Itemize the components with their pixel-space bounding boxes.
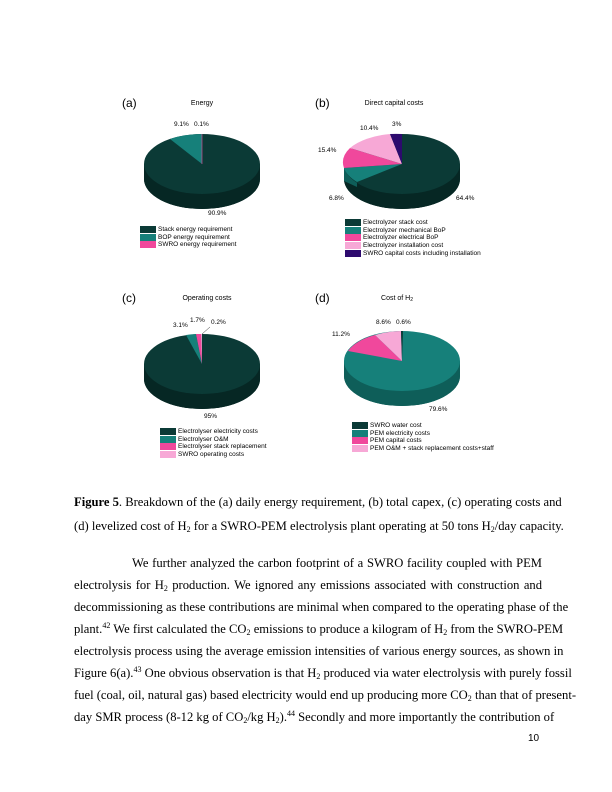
body-line	[74, 684, 577, 706]
subscript: 2	[490, 525, 495, 534]
pct-label: 15.4%	[318, 147, 337, 154]
legend-item	[345, 242, 481, 250]
legend-item	[140, 241, 236, 249]
swatch	[140, 241, 156, 248]
caption-text: (d) levelized cost of H	[74, 519, 187, 533]
legend-label: PEM capital costs	[370, 437, 422, 445]
body-line	[74, 706, 555, 728]
legend-label: Stack energy requirement	[158, 226, 233, 234]
subscript: 2	[275, 716, 280, 725]
body-line	[74, 618, 564, 640]
page-number: 10	[528, 733, 540, 744]
legend-item	[140, 226, 236, 234]
text: produced via water electrolysis with purely fossil	[320, 666, 572, 680]
legend-item	[352, 430, 494, 438]
panel-letter: (d)	[315, 291, 330, 305]
subscript: 2	[163, 584, 168, 593]
pct-label: 95%	[204, 413, 218, 420]
text: /kg H	[247, 710, 276, 724]
panel-letter: (a)	[122, 96, 137, 110]
panel-letter: (b)	[315, 96, 330, 110]
text: One obvious observation is that H	[141, 666, 317, 680]
text: plant.	[74, 622, 103, 636]
panel-title: Operating costs	[182, 295, 232, 302]
legend-item	[160, 451, 267, 459]
panel-letter: (c)	[122, 291, 136, 305]
legend-label: PEM O&M + stack replacement costs+staff	[370, 445, 494, 453]
text: Secondly and more importantly the contribution of	[295, 710, 555, 724]
swatch	[345, 242, 361, 249]
legend-item	[352, 437, 494, 445]
legend-label: Electrolyser electricity costs	[178, 428, 258, 436]
pie-chart-energy	[110, 112, 290, 232]
legend-label: PEM electricity costs	[370, 429, 430, 437]
swatch	[345, 250, 361, 257]
legend-item	[345, 219, 481, 227]
legend	[140, 226, 236, 249]
swatch	[160, 443, 176, 450]
legend-item	[352, 445, 494, 453]
body-line	[74, 596, 569, 618]
pct-label: 0.1%	[194, 121, 209, 128]
swatch	[140, 226, 156, 233]
caption-line-2	[74, 514, 564, 538]
legend-label: SWRO water cost	[370, 422, 422, 430]
subscript: 2	[243, 716, 248, 725]
legend-label: SWRO operating costs	[178, 451, 245, 459]
subscript: 2	[467, 694, 472, 703]
swatch	[160, 451, 176, 458]
text: day SMR process (8-12 kg of CO	[74, 710, 244, 724]
swatch	[352, 430, 368, 437]
subscript: 2	[316, 672, 321, 681]
legend-item	[345, 249, 481, 257]
text: decommissioning as these contributions are minimal when compared to the operating phase of the	[74, 600, 569, 614]
pct-label: 0.6%	[396, 319, 411, 326]
swatch	[352, 437, 368, 444]
swatch	[140, 234, 156, 241]
caption-text: /day capacity.	[494, 519, 564, 533]
subscript: 2	[246, 628, 251, 637]
figure-panel-a	[110, 92, 290, 262]
pie-chart-operating-costs	[110, 307, 300, 427]
pct-label: 11.2%	[332, 331, 350, 338]
legend-label: Electrolyzer installation cost	[363, 242, 444, 250]
caption-line-1	[74, 490, 562, 514]
citation-ref: 43	[133, 665, 142, 674]
body-line	[74, 640, 564, 662]
legend-label: Electrolyzer electrical BoP	[363, 234, 439, 242]
text: production. We ignored any emissions associated with construction and	[167, 578, 543, 592]
legend-label: Electrolyser stack replacement	[178, 443, 267, 451]
legend-label: SWRO energy requirement	[158, 241, 237, 249]
pct-label: 3%	[392, 121, 402, 128]
text: ).	[279, 710, 287, 724]
swatch	[160, 436, 176, 443]
body-line	[74, 662, 572, 684]
text: We further analyzed the carbon footprint of a SWRO facility coupled with PEM	[132, 556, 542, 570]
figure-panel-c	[110, 287, 300, 472]
panel-title: Direct capital costs	[364, 100, 424, 107]
figure-label: Figure 5	[74, 495, 119, 509]
pct-label: 79.6%	[429, 406, 448, 413]
figure-caption	[74, 490, 564, 538]
legend	[345, 219, 481, 257]
legend-item	[160, 443, 267, 451]
citation-ref: 42	[102, 621, 111, 630]
panel-title	[317, 295, 477, 302]
legend-label: SWRO capital costs including installation	[363, 249, 481, 257]
pct-label: 6.8%	[329, 195, 344, 202]
pct-label: 1.7%	[190, 317, 205, 324]
legend-item	[352, 422, 494, 430]
swatch	[352, 445, 368, 452]
legend-item	[345, 227, 481, 235]
citation-ref: 44	[287, 709, 295, 718]
pct-label: 10.4%	[360, 125, 379, 132]
text: electrolysis process using the average emission intensities of various energy sources, as shown in	[74, 644, 564, 658]
pie-chart-direct-capital-costs	[300, 112, 500, 232]
caption-text: for a SWRO-PEM electrolysis plant operating at 50 tons H	[190, 519, 491, 533]
text: Figure 6(a).	[74, 666, 134, 680]
pct-label: 90.9%	[208, 210, 227, 217]
swatch	[345, 219, 361, 226]
legend-item	[345, 234, 481, 242]
panel-title: Energy	[190, 100, 214, 107]
pct-label: 9.1%	[174, 121, 189, 128]
legend-label: Electrolyzer stack cost	[363, 219, 428, 227]
subscript: 2	[186, 525, 191, 534]
legend-item	[160, 428, 267, 436]
pct-label: 8.6%	[376, 319, 391, 326]
legend-label: Electrolyzer mechanical BoP	[363, 226, 446, 234]
text: than that of present-	[471, 688, 577, 702]
text: fuel (coal, oil, natural gas) based electricity would end up producing more CO	[74, 688, 468, 702]
legend-label: BOP energy requirement	[158, 233, 230, 241]
subscript: 2	[443, 628, 448, 637]
swatch	[160, 428, 176, 435]
legend-label: Electrolyser O&M	[178, 435, 229, 443]
pct-label: 64.4%	[456, 195, 475, 202]
legend-item	[160, 436, 267, 444]
swatch	[345, 227, 361, 234]
body-paragraph	[74, 552, 577, 728]
swatch	[345, 234, 361, 241]
pct-label: 3.1%	[173, 322, 188, 329]
pct-label: 0.2%	[211, 319, 226, 326]
legend	[352, 422, 494, 452]
figure-panel-b	[300, 92, 510, 272]
swatch	[352, 422, 368, 429]
caption-text: . Breakdown of the (a) daily energy requirement, (b) total capex, (c) operating costs and	[118, 495, 562, 509]
legend	[160, 428, 267, 458]
figure-panel-d	[300, 287, 520, 467]
text: from the SWRO-PEM	[447, 622, 564, 636]
panel-title-text: Cost of H	[381, 295, 411, 302]
text: electrolysis for H	[74, 578, 164, 592]
text: emissions to produce a kilogram of H	[250, 622, 444, 636]
body-line	[74, 552, 542, 574]
text: We first calculated the CO	[110, 622, 247, 636]
legend-item	[140, 234, 236, 242]
body-line	[74, 574, 542, 596]
panel-title-subscript: 2	[410, 297, 413, 303]
